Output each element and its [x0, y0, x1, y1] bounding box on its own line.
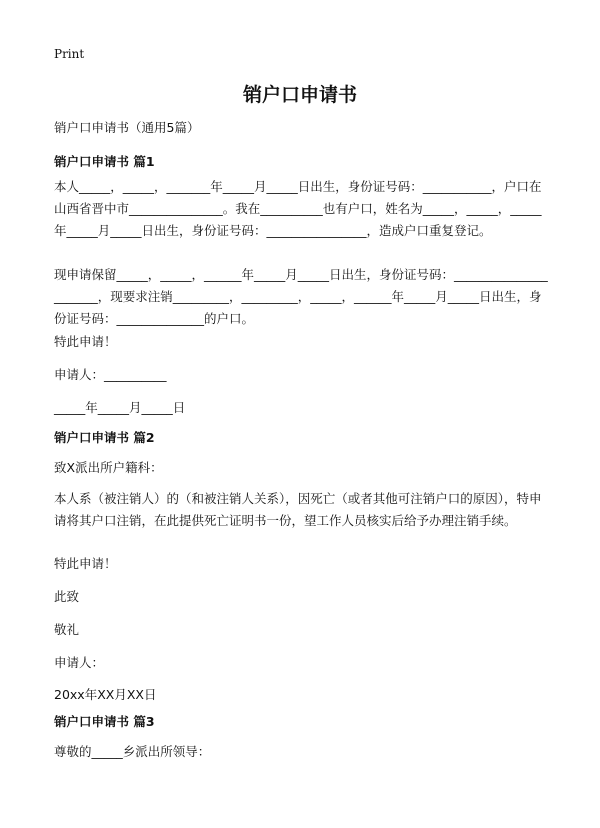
section-2-addressee: 致X派出所户籍科：	[54, 460, 163, 475]
section-2-paragraph-1: 本人系（被注销人）的（和被注销人关系），因死亡（或者其他可注销户口的原因），特申请将其户口注销，在此提供死亡证明书一份，望工作人员核实后给予办理注销手续。	[54, 491, 542, 528]
section-1-heading: 销户口申请书 篇1	[54, 154, 155, 169]
section-2-heading: 销户口申请书 篇2	[54, 430, 155, 445]
section-1-closing: 特此申请！	[54, 334, 117, 349]
section-3-heading: 销户口申请书 篇3	[54, 714, 155, 729]
section-1-date: _____年_____月_____日	[54, 400, 186, 415]
section-2-applicant: 申请人：	[54, 655, 105, 670]
section-1-applicant: 申请人：__________	[54, 367, 167, 382]
section-2-respect-1: 此致	[54, 589, 80, 604]
print-link[interactable]: Print	[54, 47, 85, 61]
document-subtitle: 销户口申请书（通用5篇）	[54, 120, 200, 135]
section-1-paragraph-1: 本人_____，_____，_______年_____月_____日出生，身份证号码：___________，户口在山西省晋中市_______________。我在__________也有户口，姓名为_____，_____，_____年_____月_____日出生，身份证号码：________________，造成户口重复登记。	[54, 179, 542, 238]
section-1-paragraph-2: 现申请保留_____，_____，______年_____月_____日出生，身份证号码：______________________，现要求注销_________，_________，_____，______年_____月_____日出生，身份证号码：______________的户口。	[54, 267, 548, 326]
section-2-date: 20xx年XX月XX日	[54, 687, 157, 702]
section-2-respect-2: 敬礼	[54, 622, 80, 637]
document-title: 销户口申请书	[242, 84, 357, 106]
section-3-addressee: 尊敬的_____乡派出所领导：	[54, 744, 211, 759]
section-2-closing: 特此申请！	[54, 556, 117, 571]
